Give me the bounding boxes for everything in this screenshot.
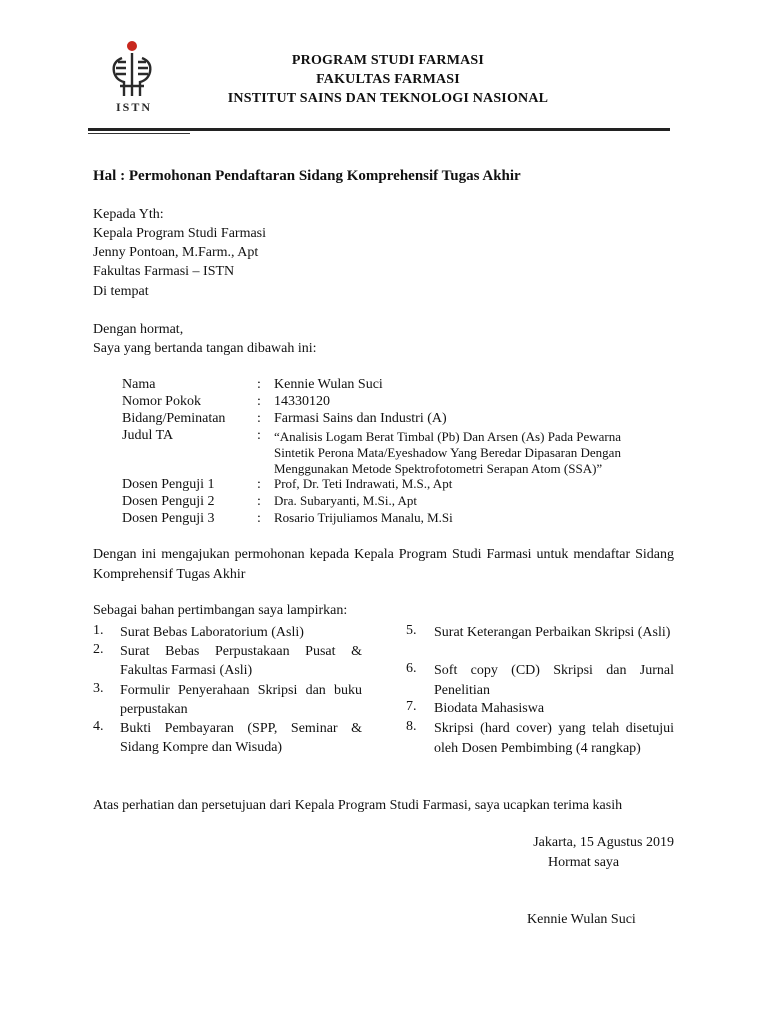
identity-colon: : <box>257 477 261 492</box>
header-institute: INSTITUT SAINS DAN TEKNOLOGI NASIONAL <box>227 91 549 106</box>
identity-colon: : <box>257 511 261 526</box>
list-item: Surat Bebas Laboratorium (Asli) <box>120 625 304 640</box>
header-program: PROGRAM STUDI FARMASI <box>291 53 485 68</box>
istn-logo <box>104 40 168 114</box>
header-faculty: FAKULTAS FARMASI <box>316 72 460 87</box>
list-item: Surat Keterangan Perbaikan Skripsi (Asli) <box>434 625 671 640</box>
identity-label-penguji-1: Dosen Penguji 1 <box>122 477 215 492</box>
recipient-line-4: Fakultas Farmasi – ISTN <box>93 264 235 279</box>
letter-subject: Hal : Permohonan Pendaftaran Sidang Komprehensif Tugas Akhir <box>93 168 521 184</box>
list-item-number: 5. <box>406 623 417 638</box>
list-item-number: 6. <box>406 661 417 676</box>
list-item-number: 1. <box>93 623 104 638</box>
identity-label-name: Nama <box>122 377 156 392</box>
identity-label-judul: Judul TA <box>122 428 174 443</box>
intro: Saya yang bertanda tangan dibawah ini: <box>93 341 317 356</box>
identity-value-judul-2: Sintetik Perona Mata/Eyeshadow Yang Beredar Dipasaran Dengan <box>274 445 621 460</box>
svg-text:ISTN: ISTN <box>115 100 153 114</box>
list-item: Bukti Pembayaran (SPP, Seminar & Sidang Kompre dan Wisuda) <box>120 721 362 755</box>
identity-colon: : <box>257 377 261 392</box>
identity-value-penguji-1: Prof, Dr. Teti Indrawati, M.S., Apt <box>274 476 453 491</box>
list-item-number: 3. <box>93 681 104 696</box>
identity-colon: : <box>257 494 261 509</box>
recipient-line-2: Kepala Program Studi Farmasi <box>93 226 267 241</box>
identity-value-bidang: Farmasi Sains dan Industri (A) <box>274 411 447 426</box>
header-rule-accent <box>88 133 190 134</box>
recipient-line-1: Kepada Yth: <box>93 207 164 222</box>
place-date: Jakarta, 15 Agustus 2019 <box>533 835 674 850</box>
attachments-intro: Sebagai bahan pertimbangan saya lampirkan: <box>93 603 348 618</box>
signer-name: Kennie Wulan Suci <box>527 912 636 927</box>
identity-colon: : <box>257 428 261 443</box>
regards: Hormat saya <box>548 855 620 870</box>
header-rule <box>88 128 670 131</box>
list-item-number: 7. <box>406 699 417 714</box>
list-item: Biodata Mahasiswa <box>434 701 545 716</box>
identity-value-judul-1: “Analisis Logam Berat Timbal (Pb) Dan Arsen (As) Pada Pewarna <box>274 429 621 444</box>
identity-label-bidang: Bidang/Peminatan <box>122 411 226 426</box>
list-item: Formulir Penyerahaan Skripsi dan buku perpustakan <box>120 683 362 717</box>
list-item: Surat Bebas Perpustakaan Pusat & Fakultas Farmasi (Asli) <box>120 644 362 678</box>
recipient-line-5: Di tempat <box>93 284 149 299</box>
identity-value-penguji-3: Rosario Trijuliamos Manalu, M.Si <box>274 510 453 525</box>
greeting: Dengan hormat, <box>93 322 184 337</box>
identity-value-judul-3: Menggunakan Metode Spektrofotometri Serapan Atom (SSA)” <box>274 461 603 476</box>
list-item-number: 8. <box>406 719 417 734</box>
list-item-number: 4. <box>93 719 104 734</box>
list-item: Skripsi (hard cover) yang telah disetujui oleh Dosen Pembimbing (4 rangkap) <box>434 721 674 756</box>
identity-value-name: Kennie Wulan Suci <box>274 377 383 392</box>
list-item-number: 2. <box>93 642 104 657</box>
identity-label-penguji-3: Dosen Penguji 3 <box>122 511 215 526</box>
identity-colon: : <box>257 411 261 426</box>
identity-value-nomor: 14330120 <box>274 394 330 409</box>
closing-paragraph: Atas perhatian dan persetujuan dari Kepala Program Studi Farmasi, saya ucapkan terima kasih <box>93 798 623 813</box>
recipient-line-3: Jenny Pontoan, M.Farm., Apt <box>93 245 259 260</box>
identity-label-penguji-2: Dosen Penguji 2 <box>122 494 215 509</box>
identity-colon: : <box>257 394 261 409</box>
request-paragraph: Dengan ini mengajukan permohonan kepada Kepala Program Studi Farmasi untuk mendaftar Sidang Komprehensif Tugas Akhir <box>93 547 674 582</box>
list-item: Soft copy (CD) Skripsi dan Jurnal Penelitian <box>434 663 674 698</box>
identity-label-nomor: Nomor Pokok <box>122 394 201 409</box>
identity-value-penguji-2: Dra. Subaryanti, M.Si., Apt <box>274 493 417 508</box>
